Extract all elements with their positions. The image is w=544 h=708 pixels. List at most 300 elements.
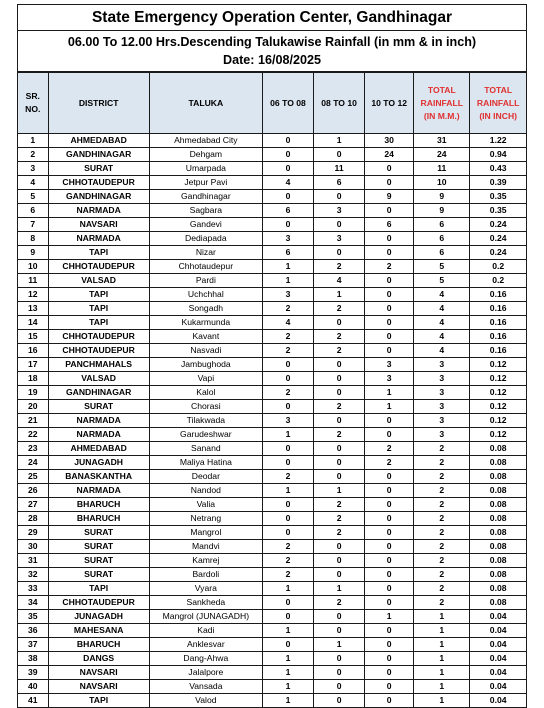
rain-08-10-cell: 0: [314, 456, 365, 470]
sr-no-cell: 20: [18, 400, 48, 414]
rain-10-12-cell: 9: [365, 190, 414, 204]
district-cell: GANDHINAGAR: [48, 190, 149, 204]
taluka-cell: Kalol: [149, 386, 262, 400]
total-mm-cell: 9: [414, 190, 470, 204]
total-mm-cell: 1: [414, 610, 470, 624]
table-row: [18, 274, 526, 288]
rain-08-10-cell: 2: [314, 302, 365, 316]
table-row: [18, 610, 526, 624]
taluka-cell: Bardoli: [149, 568, 262, 582]
rain-10-12-cell: 0: [365, 470, 414, 484]
rain-06-08-cell: 2: [262, 302, 313, 316]
taluka-cell: Kamrej: [149, 554, 262, 568]
rain-08-10-cell: 0: [314, 190, 365, 204]
total-inch-cell: 0.08: [470, 470, 526, 484]
rain-08-10-cell: 0: [314, 624, 365, 638]
taluka-cell: Ahmedabad City: [149, 134, 262, 148]
taluka-cell: Sankheda: [149, 596, 262, 610]
rain-08-10-cell: 2: [314, 498, 365, 512]
total-mm-cell: 6: [414, 246, 470, 260]
district-cell: CHHOTAUDEPUR: [48, 330, 149, 344]
total-mm-cell: 2: [414, 484, 470, 498]
rain-06-08-cell: 0: [262, 498, 313, 512]
table-row: [18, 568, 526, 582]
table-body: [18, 134, 526, 708]
rain-08-10-cell: 2: [314, 344, 365, 358]
table-row: [18, 582, 526, 596]
rain-08-10-cell: 2: [314, 330, 365, 344]
sr-no-cell: 6: [18, 204, 48, 218]
rain-06-08-cell: 6: [262, 246, 313, 260]
sr-no-cell: 1: [18, 134, 48, 148]
district-cell: SURAT: [48, 554, 149, 568]
district-cell: SURAT: [48, 400, 149, 414]
table-row: [18, 176, 526, 190]
sr-no-cell: 27: [18, 498, 48, 512]
total-inch-cell: 1.22: [470, 134, 526, 148]
district-cell: NARMADA: [48, 428, 149, 442]
taluka-cell: Garudeshwar: [149, 428, 262, 442]
table-row: [18, 316, 526, 330]
total-inch-cell: 0.08: [470, 484, 526, 498]
rain-10-12-cell: 3: [365, 358, 414, 372]
rain-08-10-cell: 0: [314, 246, 365, 260]
rain-06-08-cell: 4: [262, 176, 313, 190]
total-mm-cell: 2: [414, 540, 470, 554]
table-header: [18, 73, 526, 134]
total-mm-cell: 5: [414, 260, 470, 274]
total-inch-cell: 0.08: [470, 540, 526, 554]
rain-08-10-cell: 0: [314, 358, 365, 372]
total-inch-cell: 0.12: [470, 400, 526, 414]
taluka-cell: Nizar: [149, 246, 262, 260]
total-mm-cell: 6: [414, 218, 470, 232]
total-inch-cell: 0.04: [470, 624, 526, 638]
taluka-cell: Nandod: [149, 484, 262, 498]
total-mm-cell: 3: [414, 400, 470, 414]
taluka-cell: Jambughoda: [149, 358, 262, 372]
district-cell: DANGS: [48, 652, 149, 666]
total-inch-cell: 0.35: [470, 190, 526, 204]
table-row: [18, 162, 526, 176]
total-mm-cell: 11: [414, 162, 470, 176]
rain-10-12-cell: 0: [365, 274, 414, 288]
district-cell: NARMADA: [48, 204, 149, 218]
sr-no-cell: 7: [18, 218, 48, 232]
total-inch-cell: 0.12: [470, 386, 526, 400]
district-cell: GANDHINAGAR: [48, 148, 149, 162]
total-mm-cell: 10: [414, 176, 470, 190]
rain-08-10-cell: 0: [314, 680, 365, 694]
district-cell: CHHOTAUDEPUR: [48, 176, 149, 190]
district-cell: VALSAD: [48, 274, 149, 288]
rain-10-12-cell: 0: [365, 414, 414, 428]
rain-10-12-cell: 0: [365, 568, 414, 582]
rain-06-08-cell: 2: [262, 330, 313, 344]
district-cell: AHMEDABAD: [48, 134, 149, 148]
sr-no-cell: 10: [18, 260, 48, 274]
rain-10-12-cell: 0: [365, 246, 414, 260]
col-08-to-10: 08 TO 10: [314, 73, 365, 134]
rain-06-08-cell: 2: [262, 344, 313, 358]
taluka-cell: Umarpada: [149, 162, 262, 176]
sr-no-cell: 32: [18, 568, 48, 582]
sr-no-cell: 30: [18, 540, 48, 554]
rain-10-12-cell: 0: [365, 540, 414, 554]
rain-08-10-cell: 6: [314, 176, 365, 190]
header-row: [18, 73, 526, 134]
district-cell: TAPI: [48, 316, 149, 330]
total-inch-cell: 0.08: [470, 526, 526, 540]
rain-06-08-cell: 3: [262, 232, 313, 246]
rain-08-10-cell: 0: [314, 694, 365, 708]
total-mm-cell: 6: [414, 232, 470, 246]
total-inch-cell: 0.43: [470, 162, 526, 176]
total-inch-cell: 0.04: [470, 652, 526, 666]
table-row: [18, 470, 526, 484]
sr-no-cell: 16: [18, 344, 48, 358]
rain-10-12-cell: 0: [365, 596, 414, 610]
sr-no-cell: 18: [18, 372, 48, 386]
rain-10-12-cell: 2: [365, 456, 414, 470]
total-inch-cell: 0.16: [470, 302, 526, 316]
taluka-cell: Mangrol: [149, 526, 262, 540]
sr-no-cell: 23: [18, 442, 48, 456]
rain-08-10-cell: 3: [314, 232, 365, 246]
taluka-cell: Valia: [149, 498, 262, 512]
district-cell: PANCHMAHALS: [48, 358, 149, 372]
total-mm-cell: 9: [414, 204, 470, 218]
table-row: [18, 624, 526, 638]
rain-10-12-cell: 0: [365, 512, 414, 526]
taluka-cell: Gandhinagar: [149, 190, 262, 204]
total-inch-cell: 0.08: [470, 456, 526, 470]
taluka-cell: Jetpur Pavi: [149, 176, 262, 190]
table-row: [18, 596, 526, 610]
table-row: [18, 288, 526, 302]
taluka-cell: Nasvadi: [149, 344, 262, 358]
rain-10-12-cell: 1: [365, 386, 414, 400]
total-mm-cell: 2: [414, 512, 470, 526]
rain-08-10-cell: 0: [314, 610, 365, 624]
total-mm-cell: 1: [414, 694, 470, 708]
table-row: [18, 190, 526, 204]
total-inch-cell: 0.39: [470, 176, 526, 190]
rain-08-10-cell: 0: [314, 568, 365, 582]
total-inch-cell: 0.2: [470, 274, 526, 288]
table-row: [18, 400, 526, 414]
total-inch-cell: 0.04: [470, 694, 526, 708]
table-row: [18, 260, 526, 274]
rain-10-12-cell: 0: [365, 302, 414, 316]
total-mm-cell: 4: [414, 288, 470, 302]
table-row: [18, 232, 526, 246]
sr-no-cell: 39: [18, 666, 48, 680]
total-mm-cell: 3: [414, 358, 470, 372]
rain-06-08-cell: 0: [262, 610, 313, 624]
rain-06-08-cell: 1: [262, 624, 313, 638]
table-row: [18, 694, 526, 708]
taluka-cell: Vapi: [149, 372, 262, 386]
rain-06-08-cell: 0: [262, 134, 313, 148]
total-inch-cell: 0.24: [470, 246, 526, 260]
sr-no-cell: 14: [18, 316, 48, 330]
district-cell: NAVSARI: [48, 218, 149, 232]
rain-06-08-cell: 0: [262, 400, 313, 414]
total-mm-cell: 3: [414, 386, 470, 400]
district-cell: NARMADA: [48, 232, 149, 246]
table-row: [18, 218, 526, 232]
rain-06-08-cell: 1: [262, 260, 313, 274]
table-row: [18, 652, 526, 666]
rain-08-10-cell: 0: [314, 470, 365, 484]
total-inch-cell: 0.04: [470, 680, 526, 694]
rain-06-08-cell: 0: [262, 638, 313, 652]
district-cell: BHARUCH: [48, 638, 149, 652]
total-mm-cell: 1: [414, 666, 470, 680]
table-row: [18, 148, 526, 162]
total-inch-cell: 0.2: [470, 260, 526, 274]
rain-06-08-cell: 1: [262, 666, 313, 680]
total-mm-cell: 4: [414, 344, 470, 358]
district-cell: NAVSARI: [48, 680, 149, 694]
district-cell: JUNAGADH: [48, 610, 149, 624]
total-inch-cell: 0.24: [470, 232, 526, 246]
sr-no-cell: 2: [18, 148, 48, 162]
rain-08-10-cell: 0: [314, 148, 365, 162]
taluka-cell: Dediapada: [149, 232, 262, 246]
table-row: [18, 442, 526, 456]
table-row: [18, 554, 526, 568]
rain-10-12-cell: 3: [365, 372, 414, 386]
rain-06-08-cell: 6: [262, 204, 313, 218]
district-cell: NARMADA: [48, 484, 149, 498]
district-cell: CHHOTAUDEPUR: [48, 260, 149, 274]
rain-08-10-cell: 0: [314, 386, 365, 400]
sr-no-cell: 26: [18, 484, 48, 498]
rain-08-10-cell: 1: [314, 638, 365, 652]
sr-no-cell: 33: [18, 582, 48, 596]
rain-08-10-cell: 1: [314, 288, 365, 302]
district-cell: TAPI: [48, 694, 149, 708]
rainfall-table: [18, 72, 526, 707]
rain-06-08-cell: 0: [262, 190, 313, 204]
sr-no-cell: 29: [18, 526, 48, 540]
district-cell: SURAT: [48, 162, 149, 176]
total-mm-cell: 1: [414, 680, 470, 694]
rain-08-10-cell: 2: [314, 428, 365, 442]
sr-no-cell: 36: [18, 624, 48, 638]
taluka-cell: Pardi: [149, 274, 262, 288]
sr-no-cell: 28: [18, 512, 48, 526]
rain-06-08-cell: 0: [262, 148, 313, 162]
taluka-cell: Maliya Hatina: [149, 456, 262, 470]
rain-06-08-cell: 1: [262, 652, 313, 666]
table-row: [18, 414, 526, 428]
sr-no-cell: 15: [18, 330, 48, 344]
rain-10-12-cell: 0: [365, 176, 414, 190]
taluka-cell: Sanand: [149, 442, 262, 456]
sr-no-cell: 5: [18, 190, 48, 204]
total-mm-cell: 5: [414, 274, 470, 288]
sr-no-cell: 17: [18, 358, 48, 372]
total-mm-cell: 4: [414, 302, 470, 316]
rain-06-08-cell: 0: [262, 512, 313, 526]
total-inch-cell: 0.16: [470, 330, 526, 344]
taluka-cell: Chhotaudepur: [149, 260, 262, 274]
rain-06-08-cell: 0: [262, 526, 313, 540]
rain-06-08-cell: 0: [262, 596, 313, 610]
total-mm-cell: 1: [414, 638, 470, 652]
sr-no-cell: 19: [18, 386, 48, 400]
sr-no-cell: 34: [18, 596, 48, 610]
taluka-cell: Gandevi: [149, 218, 262, 232]
rain-08-10-cell: 4: [314, 274, 365, 288]
table-row: [18, 512, 526, 526]
district-cell: TAPI: [48, 302, 149, 316]
taluka-cell: Tilakwada: [149, 414, 262, 428]
table-row: [18, 204, 526, 218]
rain-10-12-cell: 6: [365, 218, 414, 232]
total-mm-cell: 2: [414, 470, 470, 484]
rain-08-10-cell: 2: [314, 526, 365, 540]
total-mm-cell: 1: [414, 624, 470, 638]
rain-06-08-cell: 1: [262, 680, 313, 694]
district-cell: GANDHINAGAR: [48, 386, 149, 400]
total-inch-cell: 0.94: [470, 148, 526, 162]
subtitle-description: 06.00 To 12.00 Hrs.Descending Talukawise Rainfall (in mm & in inch): [67, 35, 477, 49]
sr-no-cell: 24: [18, 456, 48, 470]
total-inch-cell: 0.04: [470, 666, 526, 680]
total-inch-cell: 0.08: [470, 582, 526, 596]
district-cell: BHARUCH: [48, 498, 149, 512]
rain-06-08-cell: 0: [262, 162, 313, 176]
total-inch-cell: 0.16: [470, 316, 526, 330]
total-inch-cell: 0.04: [470, 610, 526, 624]
rain-10-12-cell: 0: [365, 638, 414, 652]
total-inch-cell: 0.12: [470, 358, 526, 372]
rain-08-10-cell: 3: [314, 204, 365, 218]
table-row: [18, 484, 526, 498]
taluka-cell: Uchchhal: [149, 288, 262, 302]
sr-no-cell: 8: [18, 232, 48, 246]
rain-10-12-cell: 0: [365, 666, 414, 680]
district-cell: JUNAGADH: [48, 456, 149, 470]
rain-06-08-cell: 1: [262, 694, 313, 708]
table-row: [18, 456, 526, 470]
sr-no-cell: 37: [18, 638, 48, 652]
sr-no-cell: 3: [18, 162, 48, 176]
rain-06-08-cell: 4: [262, 316, 313, 330]
sr-no-cell: 31: [18, 554, 48, 568]
rain-08-10-cell: 2: [314, 512, 365, 526]
total-mm-cell: 3: [414, 372, 470, 386]
taluka-cell: Dang-Ahwa: [149, 652, 262, 666]
total-inch-cell: 0.08: [470, 568, 526, 582]
rain-10-12-cell: 1: [365, 400, 414, 414]
sr-no-cell: 11: [18, 274, 48, 288]
rain-06-08-cell: 1: [262, 582, 313, 596]
report-subtitle: [18, 31, 526, 72]
rain-10-12-cell: 0: [365, 652, 414, 666]
taluka-cell: Valod: [149, 694, 262, 708]
rain-10-12-cell: 0: [365, 526, 414, 540]
total-inch-cell: 0.04: [470, 638, 526, 652]
rain-10-12-cell: 0: [365, 428, 414, 442]
table-row: [18, 302, 526, 316]
rain-10-12-cell: 0: [365, 554, 414, 568]
sr-no-cell: 13: [18, 302, 48, 316]
rain-10-12-cell: 0: [365, 204, 414, 218]
table-row: [18, 134, 526, 148]
table-row: [18, 344, 526, 358]
taluka-cell: Dehgam: [149, 148, 262, 162]
district-cell: BHARUCH: [48, 512, 149, 526]
total-mm-cell: 24: [414, 148, 470, 162]
report-title: State Emergency Operation Center, Gandhinagar: [18, 5, 526, 31]
col-district: DISTRICT: [48, 73, 149, 134]
rain-08-10-cell: 0: [314, 414, 365, 428]
taluka-cell: Anklesvar: [149, 638, 262, 652]
district-cell: AHMEDABAD: [48, 442, 149, 456]
rain-06-08-cell: 0: [262, 358, 313, 372]
total-inch-cell: 0.08: [470, 596, 526, 610]
sr-no-cell: 9: [18, 246, 48, 260]
district-cell: TAPI: [48, 288, 149, 302]
rain-10-12-cell: 0: [365, 288, 414, 302]
district-cell: CHHOTAUDEPUR: [48, 596, 149, 610]
rain-06-08-cell: 2: [262, 386, 313, 400]
total-inch-cell: 0.08: [470, 498, 526, 512]
total-inch-cell: 0.35: [470, 204, 526, 218]
rain-06-08-cell: 0: [262, 456, 313, 470]
rain-10-12-cell: 0: [365, 582, 414, 596]
taluka-cell: Netrang: [149, 512, 262, 526]
rain-10-12-cell: 0: [365, 694, 414, 708]
col-total-inch: TOTAL RAINFALL (IN INCH): [470, 73, 526, 134]
sr-no-cell: 41: [18, 694, 48, 708]
taluka-cell: Chorasi: [149, 400, 262, 414]
rain-08-10-cell: 2: [314, 260, 365, 274]
district-cell: BANASKANTHA: [48, 470, 149, 484]
rain-08-10-cell: 2: [314, 400, 365, 414]
table-row: [18, 666, 526, 680]
total-mm-cell: 2: [414, 582, 470, 596]
table-row: [18, 372, 526, 386]
col-06-to-08: 06 TO 08: [262, 73, 313, 134]
total-inch-cell: 0.24: [470, 218, 526, 232]
table-row: [18, 330, 526, 344]
total-mm-cell: 2: [414, 442, 470, 456]
rain-08-10-cell: 1: [314, 582, 365, 596]
district-cell: CHHOTAUDEPUR: [48, 344, 149, 358]
table-row: [18, 246, 526, 260]
rain-08-10-cell: 1: [314, 134, 365, 148]
total-inch-cell: 0.12: [470, 428, 526, 442]
district-cell: MAHESANA: [48, 624, 149, 638]
rain-06-08-cell: 0: [262, 372, 313, 386]
taluka-cell: Kadi: [149, 624, 262, 638]
table-row: [18, 540, 526, 554]
taluka-cell: Mandvi: [149, 540, 262, 554]
rain-08-10-cell: 11: [314, 162, 365, 176]
table-row: [18, 428, 526, 442]
total-inch-cell: 0.08: [470, 442, 526, 456]
rain-06-08-cell: 2: [262, 470, 313, 484]
total-mm-cell: 3: [414, 414, 470, 428]
taluka-cell: Mangrol (JUNAGADH): [149, 610, 262, 624]
taluka-cell: Kukarmunda: [149, 316, 262, 330]
